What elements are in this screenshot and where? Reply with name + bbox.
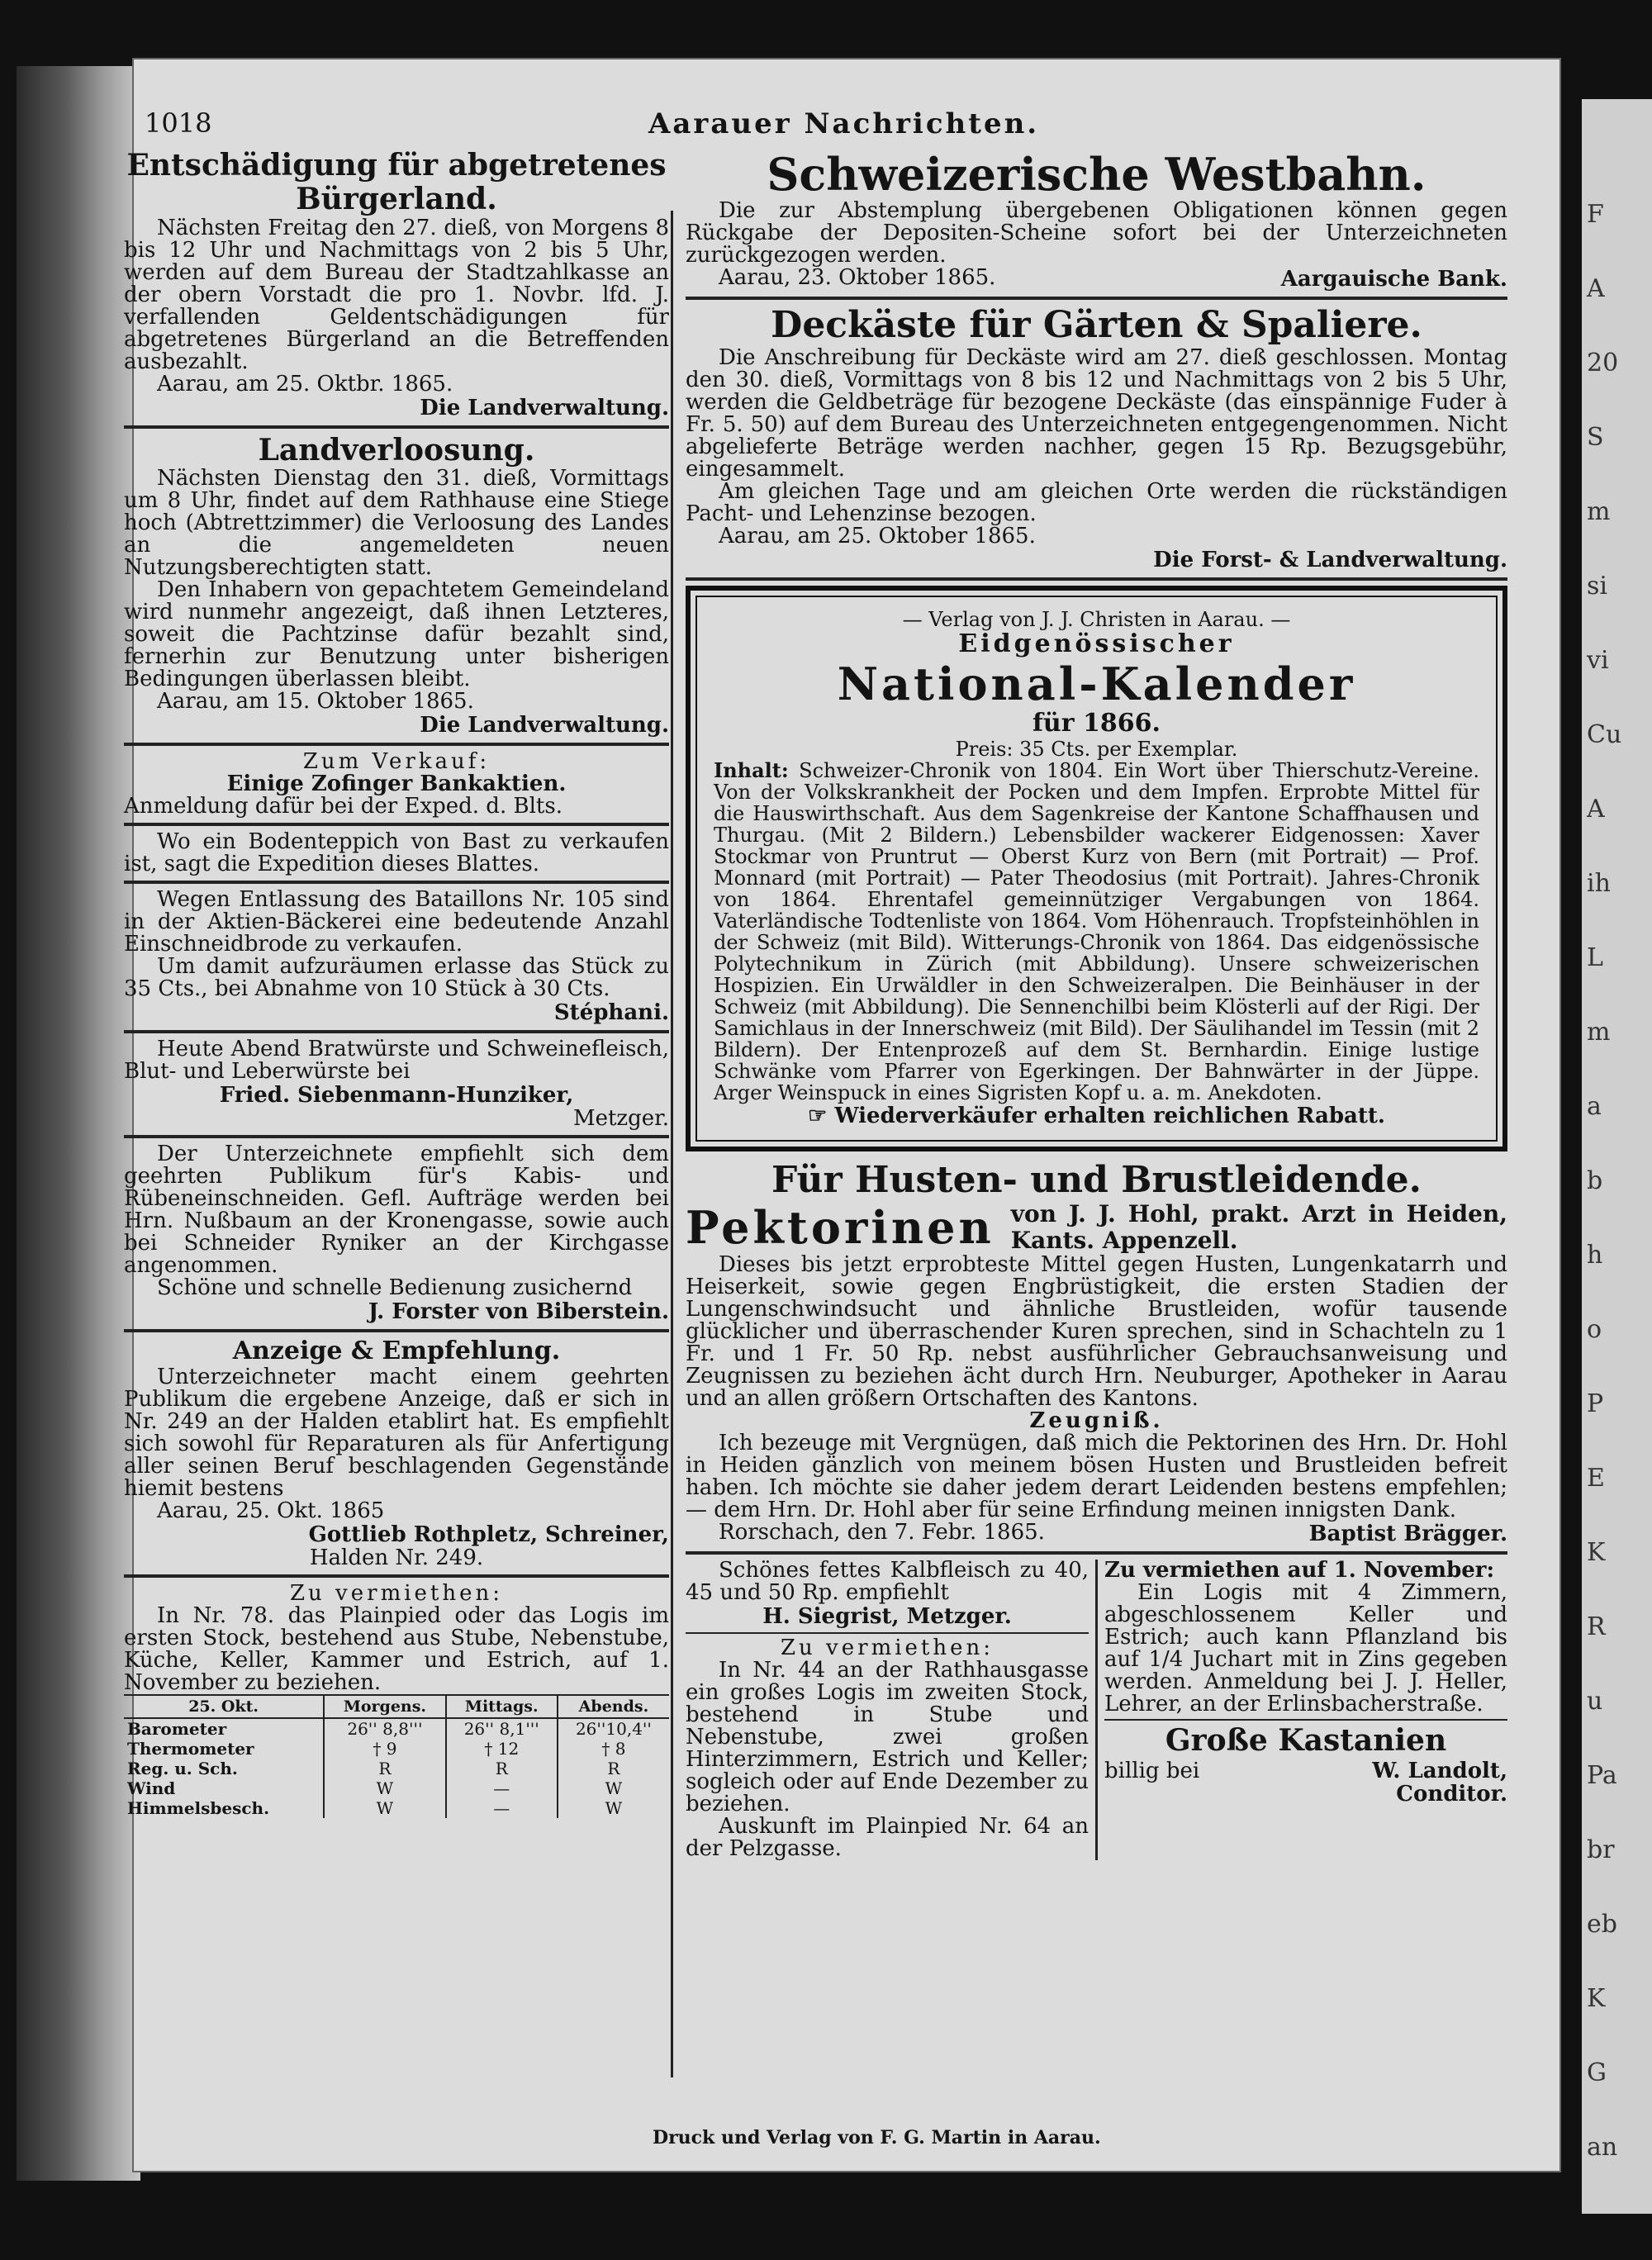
ad-body: Heute Abend Bratwürste und Schweinefleisch, Blut- und Leberwürste bei: [124, 1037, 669, 1085]
divider: [124, 823, 669, 826]
weather-cell: † 8: [558, 1739, 669, 1759]
ad-bodenteppich: [124, 831, 669, 876]
kalender-subtitle: Eidgenössischer: [958, 629, 1235, 658]
facing-page-text-fragment: S: [1587, 423, 1604, 452]
weather-cell: W: [324, 1798, 445, 1818]
divider: [124, 425, 669, 429]
ad-body: Dieses bis jetzt erprobteste Mittel gegen Husten, Lungenkatarrh und Heiserkeit, sowie gegen Engbrüstigkeit, die ersten Stadien der Lungenschwindsucht und ähnliche Brustleiden, wofür tausende glücklicher und überraschender Kuren sprechen, sind in Schachteln zu 1 Fr. und 1 Fr. 50 Rp. nebst ausführlicher Gebrauchsanweisung und Zeugnissen zu beziehen ächt durch Hrn. Neuburger, Apotheker in Aarau und an allen größern Ortschaften des Kantons.: [686, 1252, 1507, 1412]
divider: [686, 577, 1507, 581]
ad-title: Für Husten- und Brustleidende.: [771, 1158, 1422, 1201]
facing-page-text-fragment: P: [1587, 1389, 1604, 1418]
ad-title: Schweizerische Westbahn.: [767, 148, 1427, 201]
weather-cell: 26''10,4'': [558, 1718, 669, 1739]
bottom-ads-row: [686, 1560, 1507, 1860]
ad-title: Entschädigung für abgetretenes Bürgerland.: [126, 148, 667, 217]
facing-page-text-fragment: 20: [1587, 349, 1619, 377]
ad-body: Am gleichen Tage und am gleichen Orte werden die rückständigen Pacht- und Lehenzinse bezogen.: [686, 478, 1507, 526]
kalender-publisher: — Verlag von J. J. Christen in Aarau. —: [902, 607, 1291, 631]
divider: [686, 1551, 1507, 1555]
ad-body: In Nr. 78. das Plainpied oder das Logis im ersten Stock, bestehend aus Stube, Nebenstube, Küche, Keller, Kammer und Estrich, auf 1. November zu beziehen.: [124, 1602, 669, 1695]
page-number: 1018: [145, 107, 212, 139]
column-divider: [671, 211, 673, 2077]
page-header: [136, 107, 1507, 140]
ad-signature: W. Landolt,: [1372, 1758, 1507, 1783]
weather-cell: W: [558, 1778, 669, 1798]
divider: [124, 1329, 669, 1332]
facing-page-text-fragment: Cu: [1587, 720, 1622, 749]
ad-entschaedigung: [124, 149, 669, 420]
ad-body: Die Anschreibung für Deckäste wird am 27. dieß geschlossen. Montag den 30. dieß, Vormittags von 8 bis 12 und Nachmittags von 2 bis 5 Uhr, werden die Geldbeträge für bezogene Deckäste (das einspännige Fuder à Fr. 5. 50) auf dem Bureau des Unterzeichneten entgegengenommen. Nicht abgelieferte Beträge werden nachher, gegen 15 Rp. Bezugsgebühr, eingesammelt.: [686, 344, 1507, 482]
facing-page-text-fragment: A: [1587, 274, 1605, 303]
ad-kabis: [124, 1143, 669, 1324]
weather-row: [124, 1798, 669, 1818]
kalender-contents-label: Inhalt:: [714, 757, 789, 782]
divider: [124, 1135, 669, 1138]
ad-signature: Stéphani.: [553, 1000, 669, 1026]
weather-cell: Barometer: [127, 1718, 227, 1739]
divider: [686, 297, 1507, 300]
ad-body: Um damit aufzuräumen erlasse das Stück zu 35 Cts., bei Abnahme von 10 Stück à 30 Cts.: [124, 954, 669, 1002]
ad-signature: Die Landverwaltung.: [420, 395, 669, 420]
ad-body: Die zur Abstemplung übergebenen Obligationen können gegen Rückgabe der Depositen-Scheine sofort bei der Unterzeichneten zurückgezogen werden.: [686, 198, 1507, 268]
facing-page-text-fragment: A: [1587, 795, 1605, 824]
facing-page-text-fragment: eb: [1587, 1910, 1617, 1939]
bottom-left-ads: [686, 1560, 1089, 1860]
ad-body: Ein Logis mit 4 Zimmern, abgeschlossenem Keller und Estrich; auch kann Pflanzland bis auf 1/4 Juchart mit in Zins gegeben werden. Anmeldung bei J. J. Heller, Lehrer, an der Erlinsbacherstraße.: [1104, 1580, 1507, 1717]
kalender-year: für 1866.: [1032, 709, 1161, 738]
facing-page-fragment: [1582, 99, 1652, 2214]
zeugniss-heading: Zeugniß.: [1029, 1408, 1164, 1434]
weather-header: Mittags.: [446, 1695, 558, 1718]
ad-heading: Zum Verkauf:: [302, 749, 491, 775]
ad-note: Anmeldung dafür bei der Exped. d. Blts.: [124, 794, 563, 819]
column-divider: [1095, 1560, 1098, 1860]
ad-title: Anzeige & Empfehlung.: [232, 1337, 561, 1366]
ad-heading: Zu vermiethen:: [780, 1636, 995, 1661]
facing-page-text-fragment: m: [1587, 1018, 1611, 1047]
ad-address: Halden Nr. 249.: [309, 1545, 484, 1570]
divider: [124, 1574, 669, 1578]
ad-vermiethen: [124, 1580, 669, 1695]
ad-body: Schönes fettes Kalbfleisch zu 40, 45 und 50 Rp. empfiehlt: [686, 1558, 1089, 1606]
divider: [124, 881, 669, 884]
facing-page-text-fragment: R: [1587, 1612, 1606, 1641]
weather-cell: Himmelsbesch.: [127, 1797, 270, 1818]
facing-page-text-fragment: E: [1587, 1464, 1605, 1493]
ad-body: Wo ein Bodenteppich von Bast zu verkaufen ist, sagt die Expedition dieses Blattes.: [124, 829, 669, 877]
weather-cell: Wind: [127, 1778, 176, 1798]
ad-body: In Nr. 44 an der Rathhausgasse ein großes Logis im zweiten Stock, bestehend in Stube und Nebenstube, zwei großen Hinterzimmern, Estrich und Keller; sogleich oder auf Ende Dezember zu beziehen.: [686, 1658, 1089, 1817]
ad-signature: Die Forst- & Landverwaltung.: [1153, 547, 1507, 572]
ad-heading: Zu vermiethen:: [289, 1580, 504, 1606]
divider: [124, 1030, 669, 1033]
kalender-price: Preis: 35 Cts. per Exemplar.: [955, 737, 1238, 761]
weather-header-row: [124, 1695, 669, 1718]
weather-cell: † 9: [324, 1739, 445, 1759]
weather-row: [124, 1718, 669, 1739]
facing-page-text-fragment: m: [1587, 497, 1611, 526]
facing-page-text-fragment: vi: [1587, 646, 1609, 675]
facing-page-text-fragment: L: [1587, 943, 1603, 972]
divider: [686, 1632, 1089, 1634]
ad-signature: Aargauische Bank.: [1280, 267, 1507, 292]
ad-body: Unterzeichneter macht einem geehrten Publikum die ergebene Anzeige, daß er sich in Nr. 249 an der Halden etablirt hat. Es empfiehlt sich sowohl für Reparaturen als für Anfertigung aller seinen Beruf beschlagenden Gegenstände hiemit bestens: [124, 1364, 669, 1501]
weather-cell: R: [558, 1759, 669, 1778]
weather-row: [124, 1739, 669, 1759]
ad-verkauf: [124, 751, 669, 818]
weather-cell: 26'' 8,1''': [446, 1718, 558, 1739]
ad-national-kalender-box: [686, 586, 1507, 1151]
kalender-title: National-Kalender: [837, 658, 1356, 711]
ad-item: Einige Zofinger Bankaktien.: [226, 772, 567, 797]
imprint-footer: Druck und Verlag von F. G. Martin in Aarau.: [653, 2127, 1101, 2148]
weather-cell: —: [446, 1798, 558, 1818]
weather-header: Morgens.: [324, 1695, 445, 1718]
weather-cell: † 12: [446, 1739, 558, 1759]
weather-header: Abends.: [558, 1695, 669, 1718]
ad-signature: Gottlieb Rothpletz, Schreiner,: [308, 1522, 669, 1547]
ad-date: Aarau, am 15. Oktober 1865.: [157, 689, 474, 715]
facing-page-text-fragment: u: [1587, 1687, 1603, 1716]
weather-table: [124, 1694, 669, 1818]
facing-page-text-fragment: si: [1587, 572, 1607, 601]
weather-cell: 26'' 8,8''': [324, 1718, 445, 1739]
ad-kastanien: [1104, 1724, 1507, 1805]
ad-westbahn: [686, 149, 1507, 292]
weather-cell: —: [446, 1778, 558, 1798]
divider: [1104, 1719, 1507, 1721]
ad-title: Landverloosung.: [258, 432, 535, 468]
bottom-right-ads: [1104, 1560, 1507, 1860]
facing-page-text-fragment: o: [1587, 1315, 1602, 1344]
facing-page-text-fragment: Pa: [1587, 1761, 1617, 1790]
weather-cell: R: [324, 1759, 445, 1778]
ad-title: Deckäste für Gärten & Spaliere.: [771, 304, 1422, 347]
pointing-hand-icon: ☞: [808, 1103, 828, 1128]
ad-body: Wegen Entlassung des Bataillons Nr. 105 sind in der Aktien-Bäckerei eine bedeutende Anzahl Einschneidbrode zu verkaufen.: [124, 887, 669, 957]
kalender-rabatt: Wiederverkäufer erhalten reichlichen Rabatt.: [834, 1103, 1385, 1128]
facing-page-text-fragment: K: [1587, 1984, 1606, 2013]
ad-title: Große Kastanien: [1165, 1723, 1447, 1759]
left-column: [124, 149, 669, 1818]
facing-page-text-fragment: an: [1587, 2133, 1618, 2162]
ad-signature: Die Landverwaltung.: [420, 713, 669, 738]
ad-role: Conditor.: [1396, 1781, 1507, 1807]
weather-header: 25. Okt.: [124, 1695, 324, 1718]
ad-logis-november: [1104, 1560, 1507, 1716]
ad-body: Nächsten Dienstag den 31. dieß, Vormittags um 8 Uhr, findet auf dem Rathhause eine Stiege hoch (Abtrettzimmer) die Verloosung des Landes an die angemeldeten neuen Nutzungsberechtigten statt.: [124, 466, 669, 581]
ad-logis-rathhaus: [686, 1637, 1089, 1860]
ad-date: Aarau, 25. Okt. 1865: [157, 1498, 385, 1523]
ad-signature: Fried. Siebenmann-Hunziker,: [219, 1083, 574, 1109]
ad-einschneidbrode: [124, 889, 669, 1025]
ad-body: Schöne und schnelle Bedienung zusichernd: [157, 1275, 633, 1301]
ad-body: billig bei: [1104, 1758, 1200, 1783]
ad-kalbfleisch: [686, 1560, 1089, 1629]
divider: [124, 743, 669, 746]
zeugniss-body: Ich bezeuge mit Vergnügen, daß mich die Pektorinen des Hrn. Dr. Hohl in Heiden gänzlich von meinem bösen Husten und Brustleiden befreit haben. Ich möchte sie daher jedem derart Leidenden bestens empfehlen; — dem Hrn. Dr. Hohl aber für seine Erfindung meinen innigsten Dank.: [686, 1431, 1507, 1523]
weather-cell: R: [446, 1759, 558, 1778]
facing-page-text-fragment: ih: [1587, 869, 1611, 898]
ad-role: Metzger.: [572, 1106, 669, 1132]
ad-date: Aarau, am 25. Oktober 1865.: [719, 523, 1036, 548]
right-column: [686, 149, 1507, 1860]
ad-anzeige: [124, 1337, 669, 1569]
weather-cell: W: [324, 1778, 445, 1798]
facing-page-text-fragment: a: [1587, 1092, 1602, 1121]
ad-heading: Zu vermiethen auf 1. November:: [1104, 1558, 1495, 1583]
facing-page-text-fragment: br: [1587, 1835, 1615, 1864]
weather-cell: Reg. u. Sch.: [127, 1758, 238, 1778]
ad-landverloosung: [124, 434, 669, 738]
ad-signature: H. Siegrist, Metzger.: [762, 1604, 1012, 1630]
ad-body: Nächsten Freitag den 27. dieß, von Morgens 8 bis 12 Uhr und Nachmittags von 2 bis 5 Uhr, werden auf dem Bureau der Stadtzahlkasse an der obern Vorstadt die pro 1. Novbr. lfd. J. verfallenden Geldentschädigungen für abgetretenes Bürgerland an die Betreffenden ausbezahlt.: [124, 215, 669, 374]
ad-body: Der Unterzeichnete empfiehlt sich dem geehrten Publikum für's Kabis- und Rübeneinschneiden. Gefl. Aufträge werden bei Hrn. Nußbaum an der Kronengasse, sowie auch bei Schneider Ryniker an der Kirchgasse angenommen.: [124, 1142, 669, 1279]
ad-date: Rorschach, den 7. Febr. 1865.: [719, 1520, 1045, 1545]
weather-row: [124, 1759, 669, 1778]
weather-cell: W: [558, 1798, 669, 1818]
facing-page-text-fragment: h: [1587, 1241, 1603, 1270]
ad-deckaeste: [686, 305, 1507, 572]
facing-page-text-fragment: b: [1587, 1166, 1603, 1195]
weather-cell: Thermometer: [127, 1738, 254, 1759]
weather-row: [124, 1778, 669, 1798]
facing-page-text-fragment: F: [1587, 200, 1604, 229]
ad-pektorinen: [686, 1160, 1507, 1547]
ad-bratwuerste: [124, 1038, 669, 1130]
masthead: Aarauer Nachrichten.: [648, 107, 1040, 140]
kalender-contents: Schweizer-Chronik von 1804. Ein Wort über Thierschutz-Vereine. Von der Volkskrankheit der Pocken und dem Impfen. Erprobte Mittel für die Hauswirthschaft. Aus dem Sagenkreise der Kantone Schaffhausen und Thurgau. (Mit 2 Bildern.) Lebensbilder wackerer Eidgenossen: Xaver Stockmar von Pruntrut — Oberst Kurz von Bern (mit Portrait) — Prof. Monnard (mit Portrait) — Pater Theodosius (mit Portrait). Jahres-Chronik von 1864. Ehrentafel gemeinnütziger Vergabungen von 1864. Vaterländische Todtenliste von 1864. Vom Höhenrauch. Tropfsteinhöhlen in der Schweiz (mit Bild). Witterungs-Chronik von 1864. Das eidgenössische Polytechnikum in Zürich (mit Abbildung). Unsere schweizerischen Hospizien. Ein Urwäldler in den Schweizeralpen. Die Beinhäuser in der Schweiz (mit Abbildung). Die Sennenchilbi beim Klösterli auf der Rigi. Der Samichlaus in der Innerschweiz (mit Bild). Der Säulihandel im Tessin (mit 2 Bildern). Der Entenprozeß auf dem St. Bernhardin. Einige lustige Schwänke vom Pfarrer von Egerkingen. Der Bahnwärter in der Jüppe. Arger Weinspuck in eines Sigristen Kopf u. a. m. Anekdoten.: [714, 758, 1479, 1104]
ad-signature: J. Forster von Biberstein.: [368, 1299, 669, 1325]
ad-body: Auskunft im Plainpied Nr. 64 an der Pelzgasse.: [686, 1814, 1089, 1862]
facing-page-text-fragment: G: [1587, 2058, 1607, 2087]
pektorinen-brand: Pektorinen: [686, 1201, 995, 1255]
facing-page-text-fragment: K: [1587, 1538, 1606, 1567]
ad-body: Den Inhabern von gepachtetem Gemeindeland wird nunmehr angezeigt, daß ihnen Letzteres, soweit die Pachtzinse dafür bezahlt sind, fernerhin zur Benutzung unter bisherigen Bedingungen überlassen bleibt.: [124, 577, 669, 692]
ad-date: Aarau, am 25. Oktbr. 1865.: [157, 371, 453, 396]
book-page-edges: [17, 66, 140, 2181]
ad-date: Aarau, 23. Oktober 1865.: [719, 265, 996, 291]
pektorinen-maker: von J. J. Hohl, prakt. Arzt in Heiden, Kants. Appenzell.: [1010, 1200, 1507, 1255]
ad-signature: Baptist Brägger.: [1308, 1522, 1507, 1547]
